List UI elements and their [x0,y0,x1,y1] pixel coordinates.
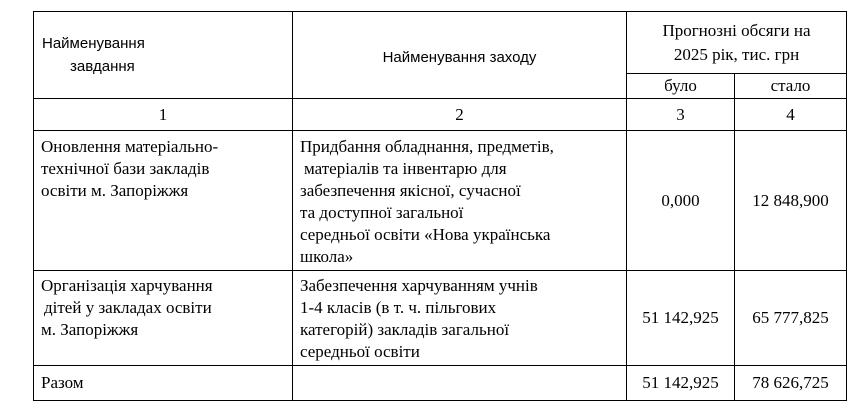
total-row [34,366,847,401]
table-row [34,131,847,271]
column-number-1: 1 [34,99,293,131]
header-measure-name: Найменування заходу [293,12,627,99]
header-row [34,12,847,74]
task-line: м. Запоріжжя [41,320,139,339]
column-number-4: 4 [735,99,847,131]
measure-line: школа» [300,246,354,266]
header-task-name-line1: Найменування [42,35,145,52]
measure-line: забезпечення якісної, сучасної [300,180,521,200]
task-line: освіти м. Запоріжжя [41,181,189,200]
task-line: дітей у закладах освіти [44,298,212,317]
was-value: 0,000 [627,131,735,271]
header-was: було [627,74,735,99]
task-cell [34,131,293,271]
total-was-value: 51 142,925 [627,366,735,401]
task-line: Оновлення матеріально- [41,137,219,156]
column-number-2: 2 [293,99,627,131]
header-became: стало [735,74,847,99]
table-row [34,271,847,366]
measure-line: середньої освіти «Нова українська [300,224,551,244]
header-task-name-line2: завдання [70,58,135,75]
total-became-value: 78 626,725 [735,366,847,401]
measure-line: середньої освіти [300,342,420,361]
was-value: 51 142,925 [627,271,735,366]
total-label: Разом [34,366,293,401]
task-line: Організація харчування [41,276,213,295]
measure-cell [293,271,627,366]
measure-line: матеріалів та інвентарю для [304,158,507,178]
header-forecast [627,12,847,74]
measure-line: Придбання обладнання, предметів, [300,136,554,156]
measure-line: та доступної загальної [300,202,464,222]
measure-line: Забезпечення харчуванням учнів [300,276,538,295]
budget-table [33,11,847,401]
became-value: 12 848,900 [735,131,847,271]
task-cell [34,271,293,366]
column-numbers-row [34,99,847,131]
header-forecast-line1: Прогнозні обсяги на [662,20,811,40]
measure-line: категорій) закладів загальної [300,320,510,339]
task-line: технічної бази закладів [41,159,210,178]
measure-line: 1-4 класів (в т. ч. пільгових [300,298,497,317]
became-value: 65 777,825 [735,271,847,366]
header-task-name [34,12,293,99]
column-number-3: 3 [627,99,735,131]
total-empty-cell [293,366,627,401]
measure-cell [293,131,627,271]
header-forecast-line2: 2025 рік, тис. грн [673,44,800,64]
